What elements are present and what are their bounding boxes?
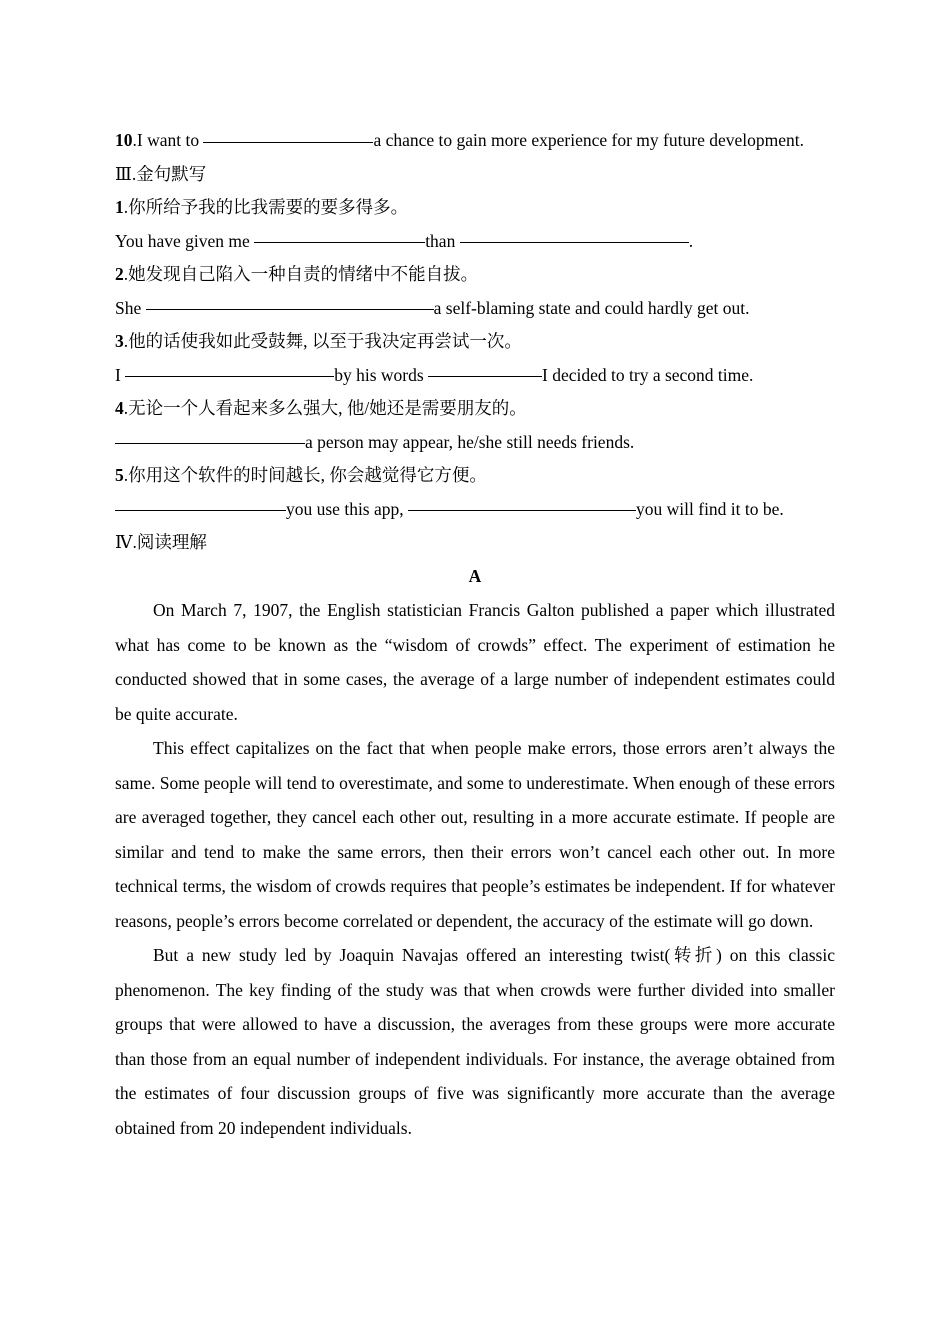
passage-heading: A [468,565,482,586]
sentence-3-english: I by his words I decided to try a second time. [115,364,754,385]
passage-paragraph: This effect capitalizes on the fact that when people make errors, those errors aren’t always the same. Some people will tend to overestimate, and some to underestimate. When enough of these errors are averaged together, they cancel each other out, resulting in a more accurate estimate. If people are similar and tend to make the same errors, then their errors won’t cancel each other out. In more technical terms, the wisdom of crowds requires that people’s estimates be independent. If for whatever reasons, people’s errors become correlated or dependent, the accuracy of the estimate will go down. [115,738,835,931]
answer-blank[interactable] [115,509,286,511]
section-title: Ⅲ.金句默写 [115,163,207,184]
answer-blank[interactable] [460,241,689,243]
sentence-1-english: You have given me than . [115,230,694,251]
sentence-4-english: a person may appear, he/she still needs friends. [115,426,835,460]
question-number: 10 [115,130,133,150]
sentence-3-chinese: 3.他的话使我如此受鼓舞, 以至于我决定再尝试一次。 [115,331,522,351]
sentence-5-english: you use this app, you will find it to be. [115,493,835,527]
passage-paragraph: On March 7, 1907, the English statistician Francis Galton published a paper which illustrated what has come to be known as the “wisdom of crowds” effect. The experiment of estimation he conducted showed that in some cases, the average of a large number of independent estimates could be quite accurate. [115,600,835,724]
answer-blank[interactable] [408,509,636,511]
sentence-4-chinese: 4.无论一个人看起来多么强大, 他/她还是需要朋友的。 [115,398,527,418]
sentence-2-english: She a self-blaming state and could hardly get out. [115,297,750,318]
answer-blank[interactable] [203,141,373,143]
answer-blank[interactable] [115,442,305,444]
answer-blank[interactable] [428,375,542,377]
passage-paragraph: But a new study led by Joaquin Navajas offered an interesting twist(转折) on this classic phenomenon. The key finding of the study was that when crowds were further divided into smaller groups that were allowed to have a discussion, the averages from these groups were more accurate than those from an equal number of independent individuals. For instance, the average obtained from the estimates of four discussion groups of five was significantly more accurate than the average obtained from 20 independent individuals. [115,945,835,1138]
section-title: Ⅳ.阅读理解 [115,532,207,552]
answer-blank[interactable] [146,308,434,310]
answer-blank[interactable] [125,375,334,377]
sentence-5-chinese: 5.你用这个软件的时间越长, 你会越觉得它方便。 [115,465,487,485]
answer-blank[interactable] [254,241,425,243]
question-10: 10.I want to a chance to gain more experience for my future development. [115,130,804,150]
sentence-1-chinese: 1.你所给予我的比我需要的要多得多。 [115,197,409,217]
sentence-2-chinese: 2.她发现自己陷入一种自责的情绪中不能自拔。 [115,264,479,284]
worksheet-page [115,124,835,1145]
